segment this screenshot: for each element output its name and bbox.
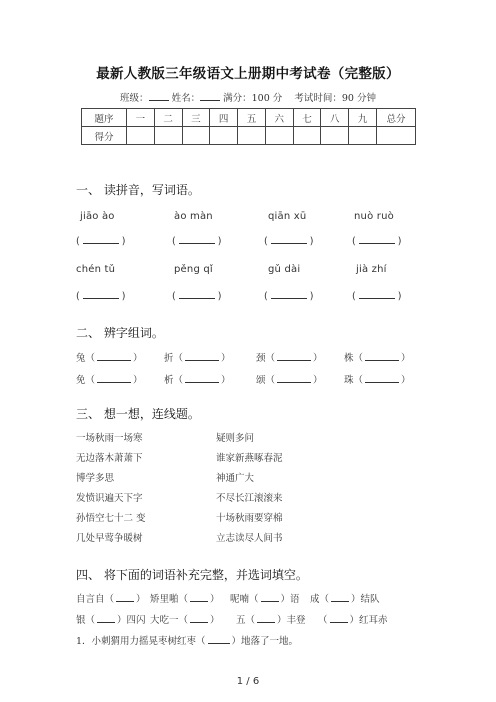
- score-input-cell[interactable]: [154, 127, 182, 145]
- fill-prefix: 银（: [76, 615, 96, 626]
- section3-heading: 三、 想一想，连线题。: [76, 407, 200, 421]
- score-label: 满分：100 分: [223, 93, 283, 104]
- fill-suffix: ）红耳赤: [349, 615, 388, 626]
- fill-prefix: （: [318, 615, 328, 626]
- char-item[interactable]: 免（ ）: [76, 375, 143, 386]
- section2-heading: 二、 辨字组词。: [76, 326, 164, 340]
- match-left-item[interactable]: 无边落木萧萧下: [76, 453, 143, 464]
- pinyin-item: ào màn: [174, 211, 213, 222]
- fill-prefix: 呢喃（: [230, 594, 259, 605]
- name-label: 姓名：: [171, 93, 201, 104]
- fill-prefix: 五（: [236, 615, 256, 626]
- answer-blank[interactable]: ( ): [352, 291, 402, 302]
- fill-prefix: 成（: [310, 594, 330, 605]
- char-item[interactable]: 珠（ ）: [344, 375, 411, 386]
- table-cell: 二: [154, 109, 182, 127]
- pinyin-item: nuò ruò: [354, 211, 394, 222]
- table-cell: 一: [127, 109, 155, 127]
- score-input-cell[interactable]: [349, 127, 377, 145]
- name-blank[interactable]: [200, 91, 220, 101]
- match-left-item[interactable]: 博学多思: [76, 473, 115, 484]
- table-cell: 五: [238, 109, 266, 127]
- char-label: 析: [164, 375, 174, 386]
- score-input-cell[interactable]: [377, 127, 416, 145]
- char-item[interactable]: 兔（ ）: [76, 353, 143, 364]
- page-title: 最新人教版三年级语文上册期中考试卷（完整版）: [96, 66, 400, 82]
- match-right-item[interactable]: 疑则多问: [216, 433, 255, 444]
- char-label: 折: [164, 353, 174, 364]
- char-label: 兔: [76, 353, 86, 364]
- table-cell: 九: [349, 109, 377, 127]
- class-blank[interactable]: [149, 91, 169, 101]
- score-input-cell[interactable]: [321, 127, 349, 145]
- char-item[interactable]: 折（ ）: [164, 353, 231, 364]
- pinyin-item: jiāo ào: [80, 211, 115, 222]
- score-table: [81, 108, 416, 145]
- score-input-cell[interactable]: [293, 127, 321, 145]
- score-table-header-row: [82, 109, 416, 127]
- char-label: 珠: [344, 375, 354, 386]
- pinyin-item: pěng qǐ: [174, 264, 213, 275]
- score-input-cell[interactable]: [210, 127, 238, 145]
- fill-item[interactable]: [76, 591, 146, 605]
- answer-blank[interactable]: ( ): [76, 291, 126, 302]
- char-item[interactable]: 析（ ）: [164, 375, 231, 386]
- answer-blank[interactable]: ( ): [76, 236, 126, 247]
- pinyin-item: chén tǔ: [76, 264, 116, 275]
- page-number: 1 / 6: [236, 676, 260, 687]
- match-left-item[interactable]: 发愤识遍天下字: [76, 493, 143, 504]
- fill-item[interactable]: [230, 591, 300, 605]
- answer-blank[interactable]: ( ): [352, 236, 402, 247]
- fill-suffix: ）丰登: [277, 615, 306, 626]
- match-right-item[interactable]: 不尽长江滚滚来: [216, 493, 283, 504]
- class-label: 班级：: [120, 93, 149, 104]
- fill-question[interactable]: [76, 633, 298, 647]
- pinyin-item: gǔ dài: [268, 264, 301, 275]
- char-label: 颂: [256, 375, 266, 386]
- fill-suffix: ）: [136, 594, 146, 605]
- section1-heading: 一、 读拼音，写词语。: [76, 183, 200, 197]
- section4-heading: 四、 将下面的词语补充完整，并选词填空。: [76, 568, 308, 582]
- table-cell: 总分: [377, 109, 416, 127]
- answer-blank[interactable]: ( ): [172, 291, 222, 302]
- fill-item[interactable]: [150, 612, 220, 626]
- char-item[interactable]: 颂（ ）: [256, 375, 323, 386]
- pinyin-item: jià zhí: [356, 264, 387, 275]
- pinyin-item: qiān xū: [268, 211, 307, 222]
- match-left-item[interactable]: 孙悟空七十二 变: [76, 513, 146, 524]
- fill-item[interactable]: [236, 612, 306, 626]
- match-left-item[interactable]: 几处早莺争暖树: [76, 533, 143, 544]
- fill-item[interactable]: [310, 591, 380, 605]
- match-right-item[interactable]: 十场秋雨要穿棉: [216, 513, 283, 524]
- fill-prefix: 大吃一（: [150, 615, 189, 626]
- time-label: 考试时间：90 分钟: [294, 93, 376, 104]
- fill-suffix: ）: [210, 615, 220, 626]
- table-cell: 题序: [82, 109, 127, 127]
- table-cell: 七: [293, 109, 321, 127]
- score-table-score-row: [82, 127, 416, 145]
- fill-prefix: 矫里啪（: [150, 594, 189, 605]
- fill-prefix: 自言自（: [76, 594, 115, 605]
- table-cell: 三: [182, 109, 210, 127]
- score-input-cell[interactable]: [238, 127, 266, 145]
- fill-suffix: ）语: [280, 594, 300, 605]
- match-left-item[interactable]: 一场秋雨一场寒: [76, 433, 143, 444]
- char-label: 颈: [256, 353, 266, 364]
- match-right-item[interactable]: 神通广大: [216, 473, 255, 484]
- question-text: 1．小刺猬用力摇晃枣树红枣（: [76, 636, 206, 647]
- char-label: 免: [76, 375, 86, 386]
- match-right-item[interactable]: 立志读尽人间书: [216, 533, 283, 544]
- answer-blank[interactable]: ( ): [172, 236, 222, 247]
- table-cell: 得分: [82, 127, 127, 145]
- fill-suffix: ）结队: [351, 594, 380, 605]
- table-cell: 八: [321, 109, 349, 127]
- table-cell: 六: [265, 109, 293, 127]
- answer-blank[interactable]: ( ): [264, 236, 314, 247]
- answer-blank[interactable]: ( ): [264, 291, 314, 302]
- fill-item[interactable]: [318, 612, 388, 626]
- fill-suffix: ）四闪: [117, 615, 146, 626]
- question-text: ）地落了一地。: [231, 636, 299, 647]
- fill-item[interactable]: [76, 612, 146, 626]
- table-cell: 四: [210, 109, 238, 127]
- score-input-cell[interactable]: [265, 127, 293, 145]
- score-input-cell[interactable]: [127, 127, 155, 145]
- char-item[interactable]: 颈（ ）: [256, 353, 323, 364]
- match-right-item[interactable]: 谁家新燕啄春泥: [216, 453, 283, 464]
- char-label: 株: [344, 353, 354, 364]
- char-item[interactable]: 株（ ）: [344, 353, 411, 364]
- fill-suffix: ）: [210, 594, 220, 605]
- fill-item[interactable]: [150, 591, 220, 605]
- exam-info-line: [0, 90, 496, 104]
- score-input-cell[interactable]: [182, 127, 210, 145]
